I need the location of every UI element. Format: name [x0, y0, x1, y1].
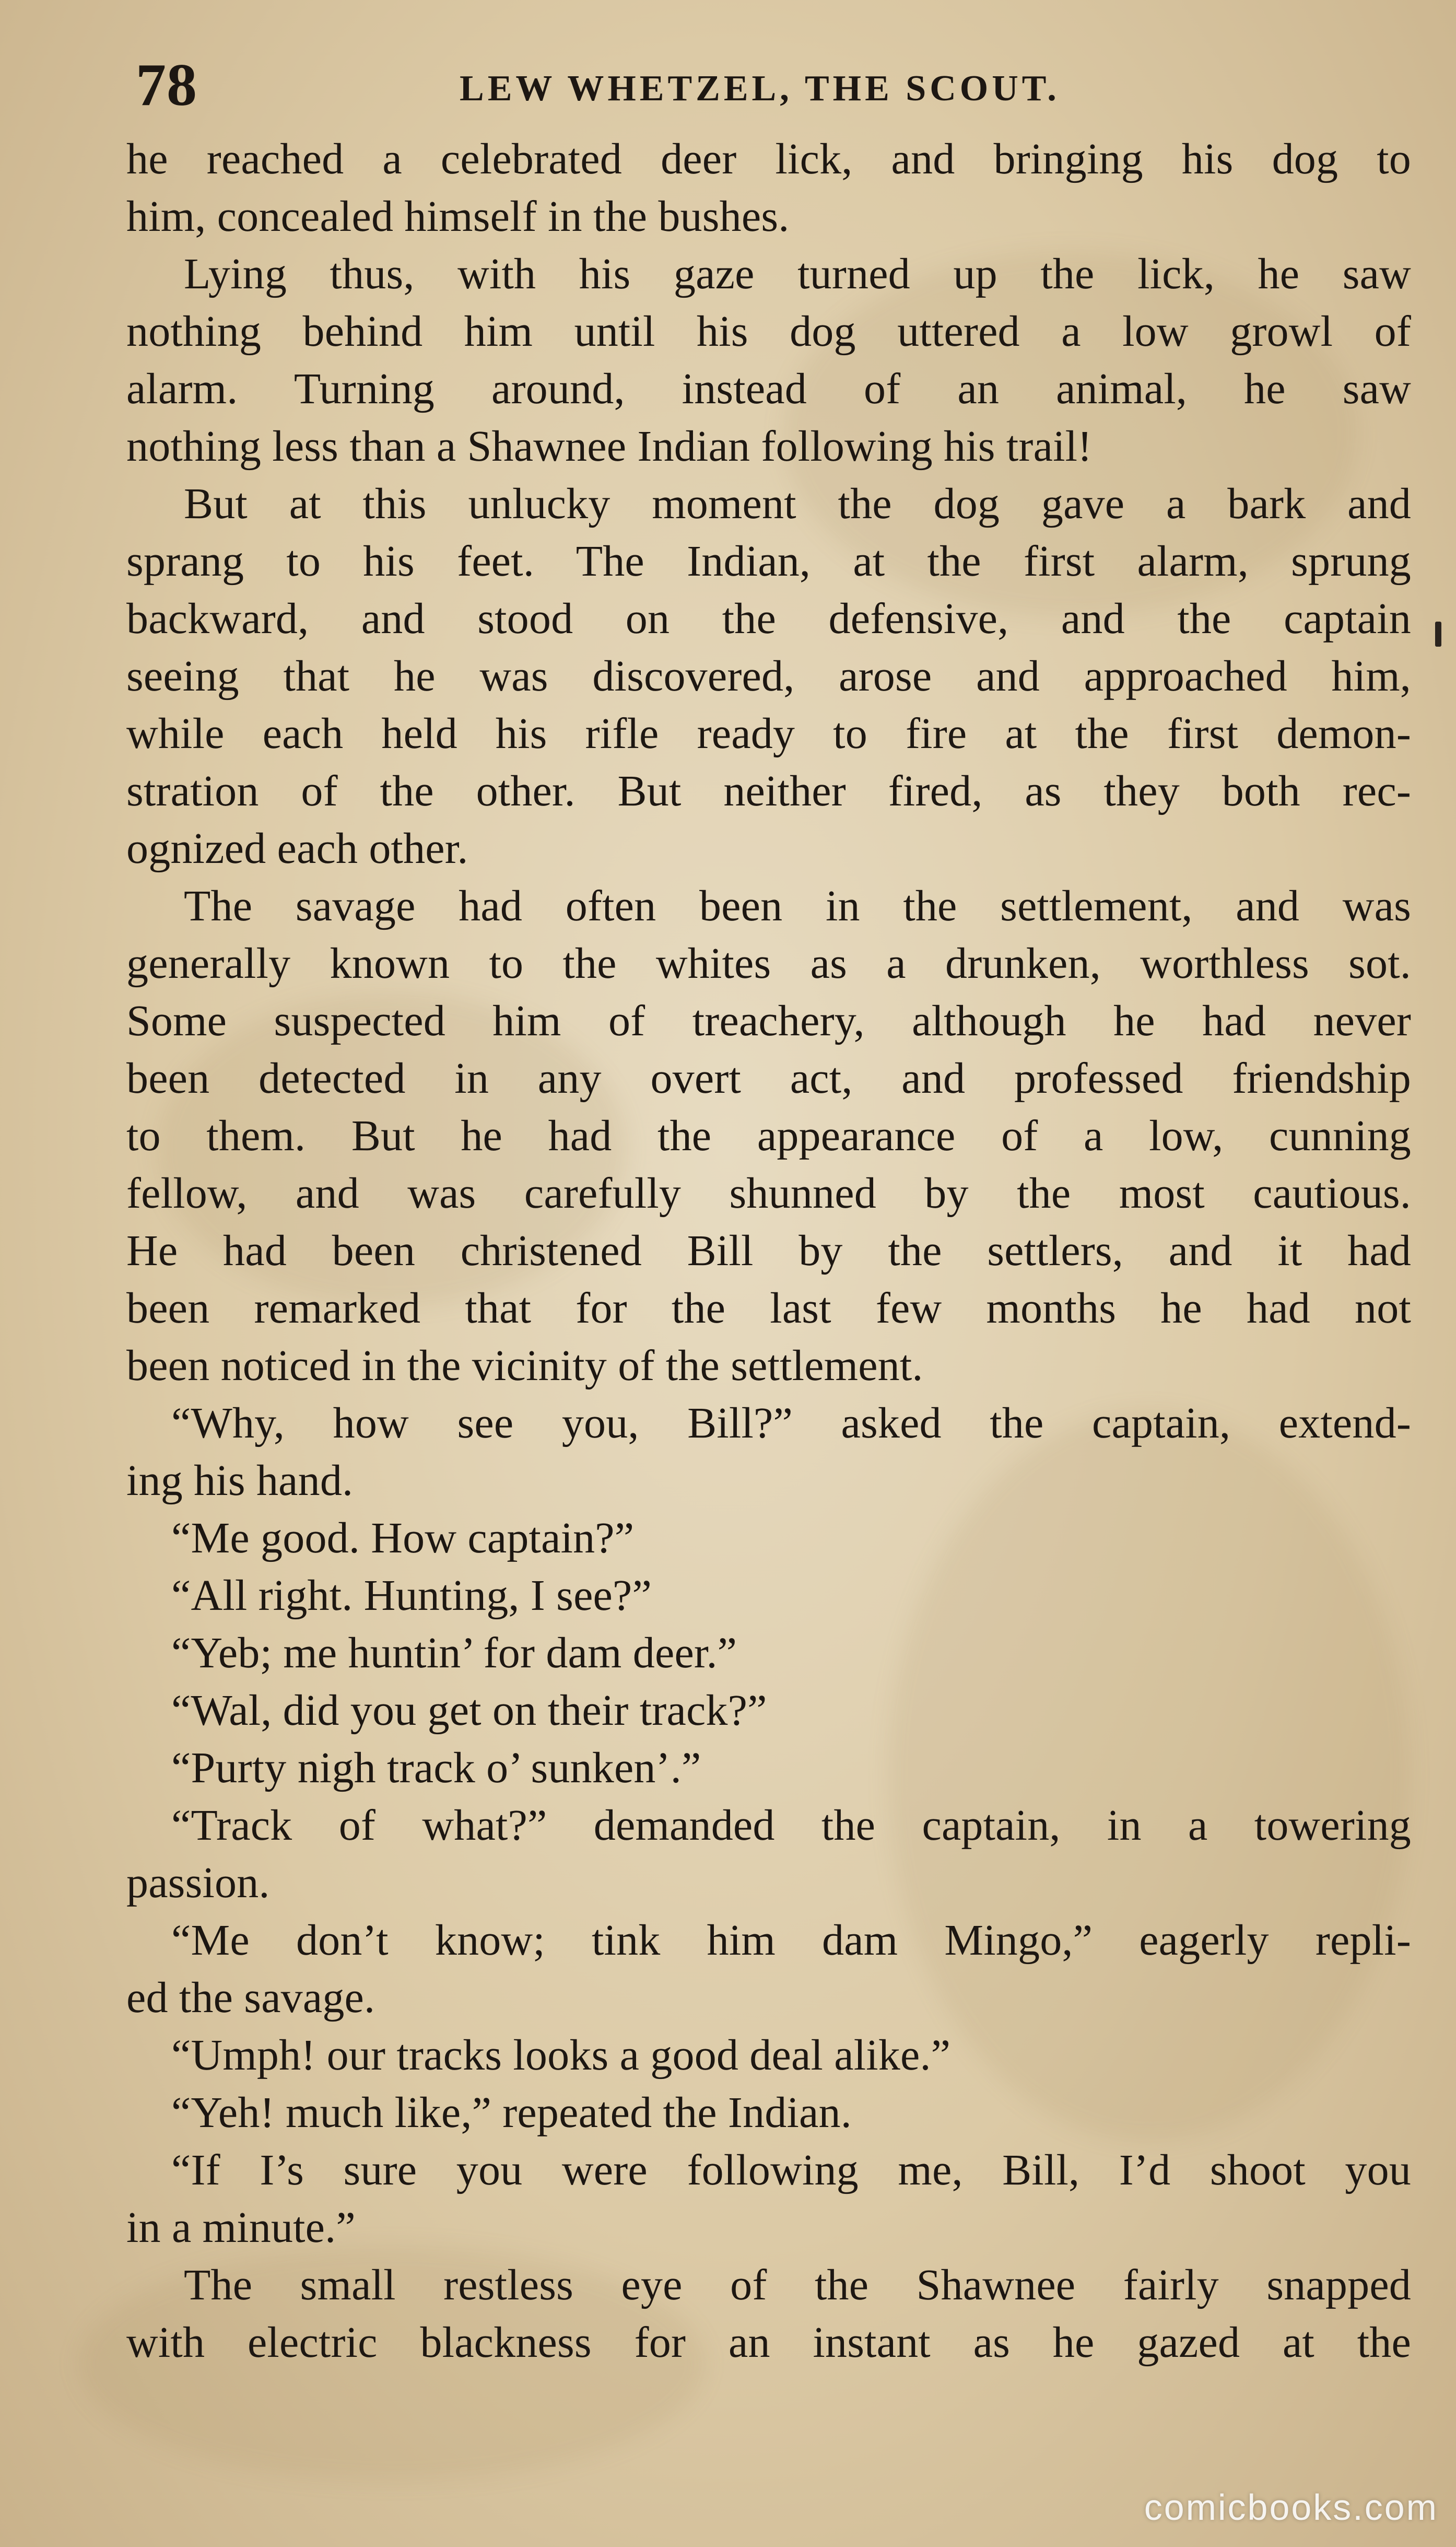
text-line: nothing behind him until his dog uttered a low growl of: [126, 307, 1411, 356]
text-line: Lying thus, with his gaze turned up the lick, he saw: [184, 250, 1411, 298]
text-line: generally known to the whites as a drunken, worthless sot.: [126, 939, 1411, 988]
text-line: sprang to his feet. The Indian, at the first alarm, sprung: [126, 537, 1411, 586]
text-line: ognized each other.: [126, 824, 468, 873]
text-line: backward, and stood on the defensive, and the captain: [126, 594, 1411, 643]
text-line: “Why, how see you, Bill?” asked the captain, extend-: [171, 1399, 1411, 1447]
text-line: “Me don’t know; tink him dam Mingo,” eagerly repli-: [171, 1916, 1411, 1965]
text-line: “Yeb; me huntin’ for dam deer.”: [171, 1629, 737, 1677]
text-line: “Wal, did you get on their track?”: [171, 1686, 767, 1735]
text-line: stration of the other. But neither fired, as they both rec-: [126, 767, 1411, 815]
margin-mark: [1435, 622, 1441, 647]
text-line: But at this unlucky moment the dog gave a bark and: [184, 480, 1411, 528]
text-line: alarm. Turning around, instead of an animal, he saw: [126, 365, 1411, 413]
text-line: Some suspected him of treachery, although he had never: [126, 997, 1411, 1045]
text-line: “Purty nigh track o’ sunken’.”: [171, 1744, 701, 1792]
text-line: been remarked that for the last few months he had not: [126, 1284, 1411, 1333]
page-header: [136, 52, 1394, 138]
text-line: seeing that he was discovered, arose and approached him,: [126, 652, 1411, 700]
watermark: comicbooks.com: [1144, 2487, 1438, 2528]
text-line: been detected in any overt act, and professed friendship: [126, 1054, 1411, 1103]
text-line: “Me good. How captain?”: [171, 1514, 635, 1562]
page-number: 78: [136, 52, 197, 119]
text-line: nothing less than a Shawnee Indian following his trail!: [126, 422, 1093, 471]
text-line: he reached a celebrated deer lick, and bringing his dog to: [126, 135, 1411, 183]
body-text: [126, 131, 1411, 2371]
text-line: with electric blackness for an instant as he gazed at the: [126, 2318, 1411, 2367]
text-line: “Yeh! much like,” repeated the Indian.: [171, 2088, 852, 2137]
text-line: ing his hand.: [126, 1456, 354, 1505]
text-line: The small restless eye of the Shawnee fairly snapped: [184, 2261, 1411, 2309]
text-line: ed the savage.: [126, 1973, 375, 2022]
text-line: him, concealed himself in the bushes.: [126, 192, 790, 241]
text-line: “Umph! our tracks looks a good deal alike.”: [171, 2031, 951, 2079]
text-line: to them. But he had the appearance of a low, cunning: [126, 1112, 1411, 1160]
text-line: He had been christened Bill by the settlers, and it had: [126, 1226, 1411, 1275]
text-line: been noticed in the vicinity of the settlement.: [126, 1341, 923, 1390]
text-line: fellow, and was carefully shunned by the most cautious.: [126, 1169, 1411, 1218]
text-line: in a minute.”: [126, 2203, 356, 2252]
text-line: “All right. Hunting, I see?”: [171, 1571, 652, 1620]
text-line: The savage had often been in the settlement, and was: [184, 882, 1411, 930]
text-line: “If I’s sure you were following me, Bill, I’d shoot you: [171, 2146, 1411, 2194]
text-line: passion.: [126, 1859, 270, 1907]
text-line: “Track of what?” demanded the captain, in a towering: [171, 1801, 1411, 1850]
running-head: LEW WHETZEL, THE SCOUT.: [460, 68, 1060, 109]
text-line: while each held his rifle ready to fire at the first demon-: [126, 709, 1411, 758]
